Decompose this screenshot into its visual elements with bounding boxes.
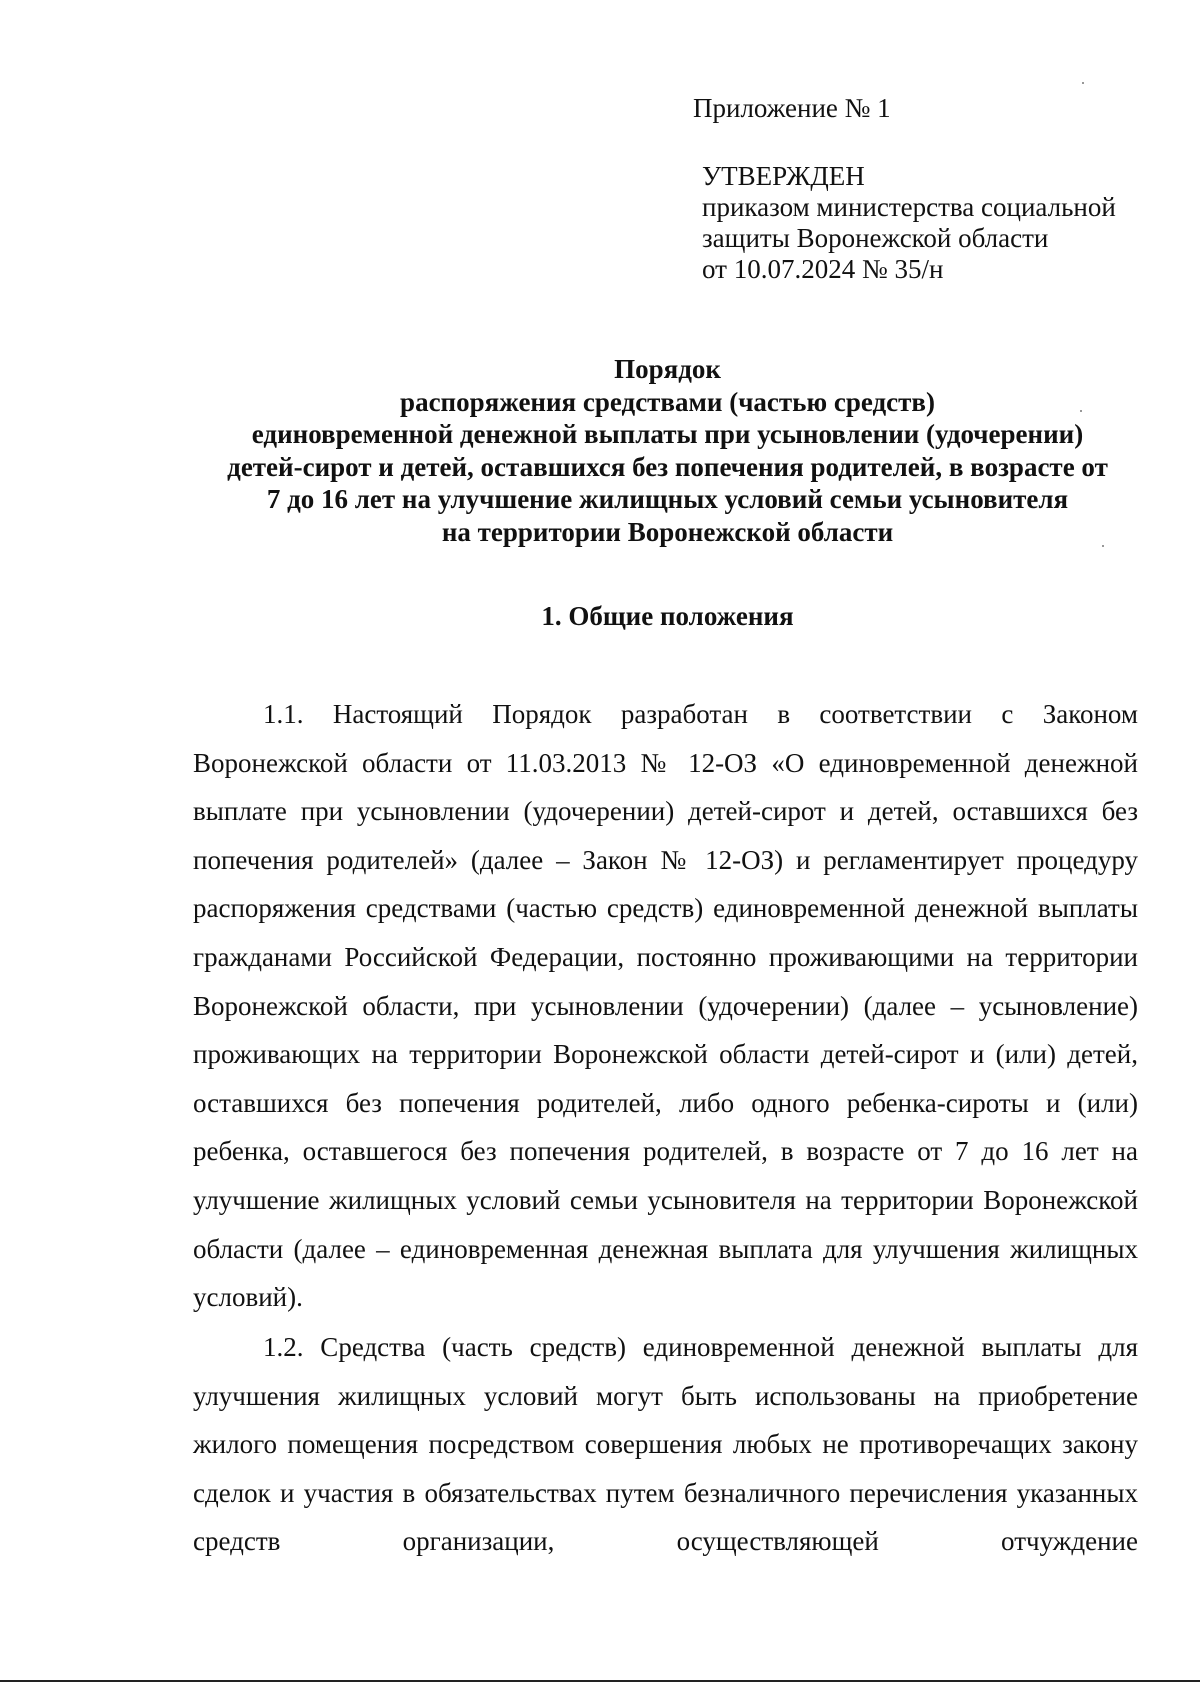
scan-speck bbox=[1102, 545, 1104, 547]
approval-line: УТВЕРЖДЕН bbox=[702, 161, 865, 191]
page-bottom-rule bbox=[0, 1680, 1200, 1682]
paragraph-1-1 bbox=[193, 690, 1138, 1322]
title-line: на территории Воронежской области bbox=[441, 516, 894, 547]
approval-line: приказом министерства социальной bbox=[702, 192, 1116, 222]
paragraph-text: 1.2. Средства (часть средств) единовременной денежной выплаты для улучшения жилищных условий могут быть использованы на приобретение жилого помещения посредством совершения любых не противоречащих закону сделок и участия в обязательствах путем безналичного перечисления указанных средств организации, осуществляющей отчуждение bbox=[193, 1332, 1138, 1557]
title-line: детей-сирот и детей, оставшихся без попечения родителей, в возрасте от bbox=[227, 451, 1108, 482]
appendix-number: Приложение № 1 bbox=[693, 93, 891, 123]
paragraph-1-2 bbox=[193, 1323, 1138, 1566]
section-heading: 1. Общие положения bbox=[541, 601, 794, 631]
scan-speck bbox=[1082, 82, 1084, 84]
title-line: Порядок bbox=[614, 354, 721, 384]
approval-line: от 10.07.2024 № 35/н bbox=[702, 254, 944, 284]
scan-speck bbox=[1080, 410, 1082, 412]
title-line: единовременной денежной выплаты при усыновлении (удочерении) bbox=[251, 419, 1084, 449]
paragraph-text: 1.1. Настоящий Порядок разработан в соответствии с Законом Воронежской области от 11.03.2013 № 12-ОЗ «О единовременной денежной выплате при усыновлении (удочерении) детей-сирот и детей, оставшихся без попечения родителей» (далее – Закон № 12-ОЗ) и регламентирует процедуру распоряжения средствами (частью средств) единовременной денежной выплаты гражданами Российской Федерации, постоянно проживающими на территории Воронежской области, при усыновлении (удочерении) (далее – усыновление) проживающих на территории Воронежской области детей-сирот и (или) детей, оставшихся без попечения родителей, либо одного ребенка-сироты и (или) ребенка, оставшегося без попечения родителей, в возрасте от 7 до 16 лет на улучшение жилищных условий семьи усыновителя на территории Воронежской области (далее – единовременная денежная выплата для улучшения жилищных условий). bbox=[193, 699, 1138, 1313]
title-line: распоряжения средствами (частью средств) bbox=[400, 386, 935, 417]
approval-line: защиты Воронежской области bbox=[702, 223, 1049, 253]
title-line: 7 до 16 лет на улучшение жилищных условий семьи усыновителя bbox=[266, 484, 1069, 514]
document-title bbox=[150, 353, 1185, 548]
approval-block bbox=[702, 161, 1182, 285]
